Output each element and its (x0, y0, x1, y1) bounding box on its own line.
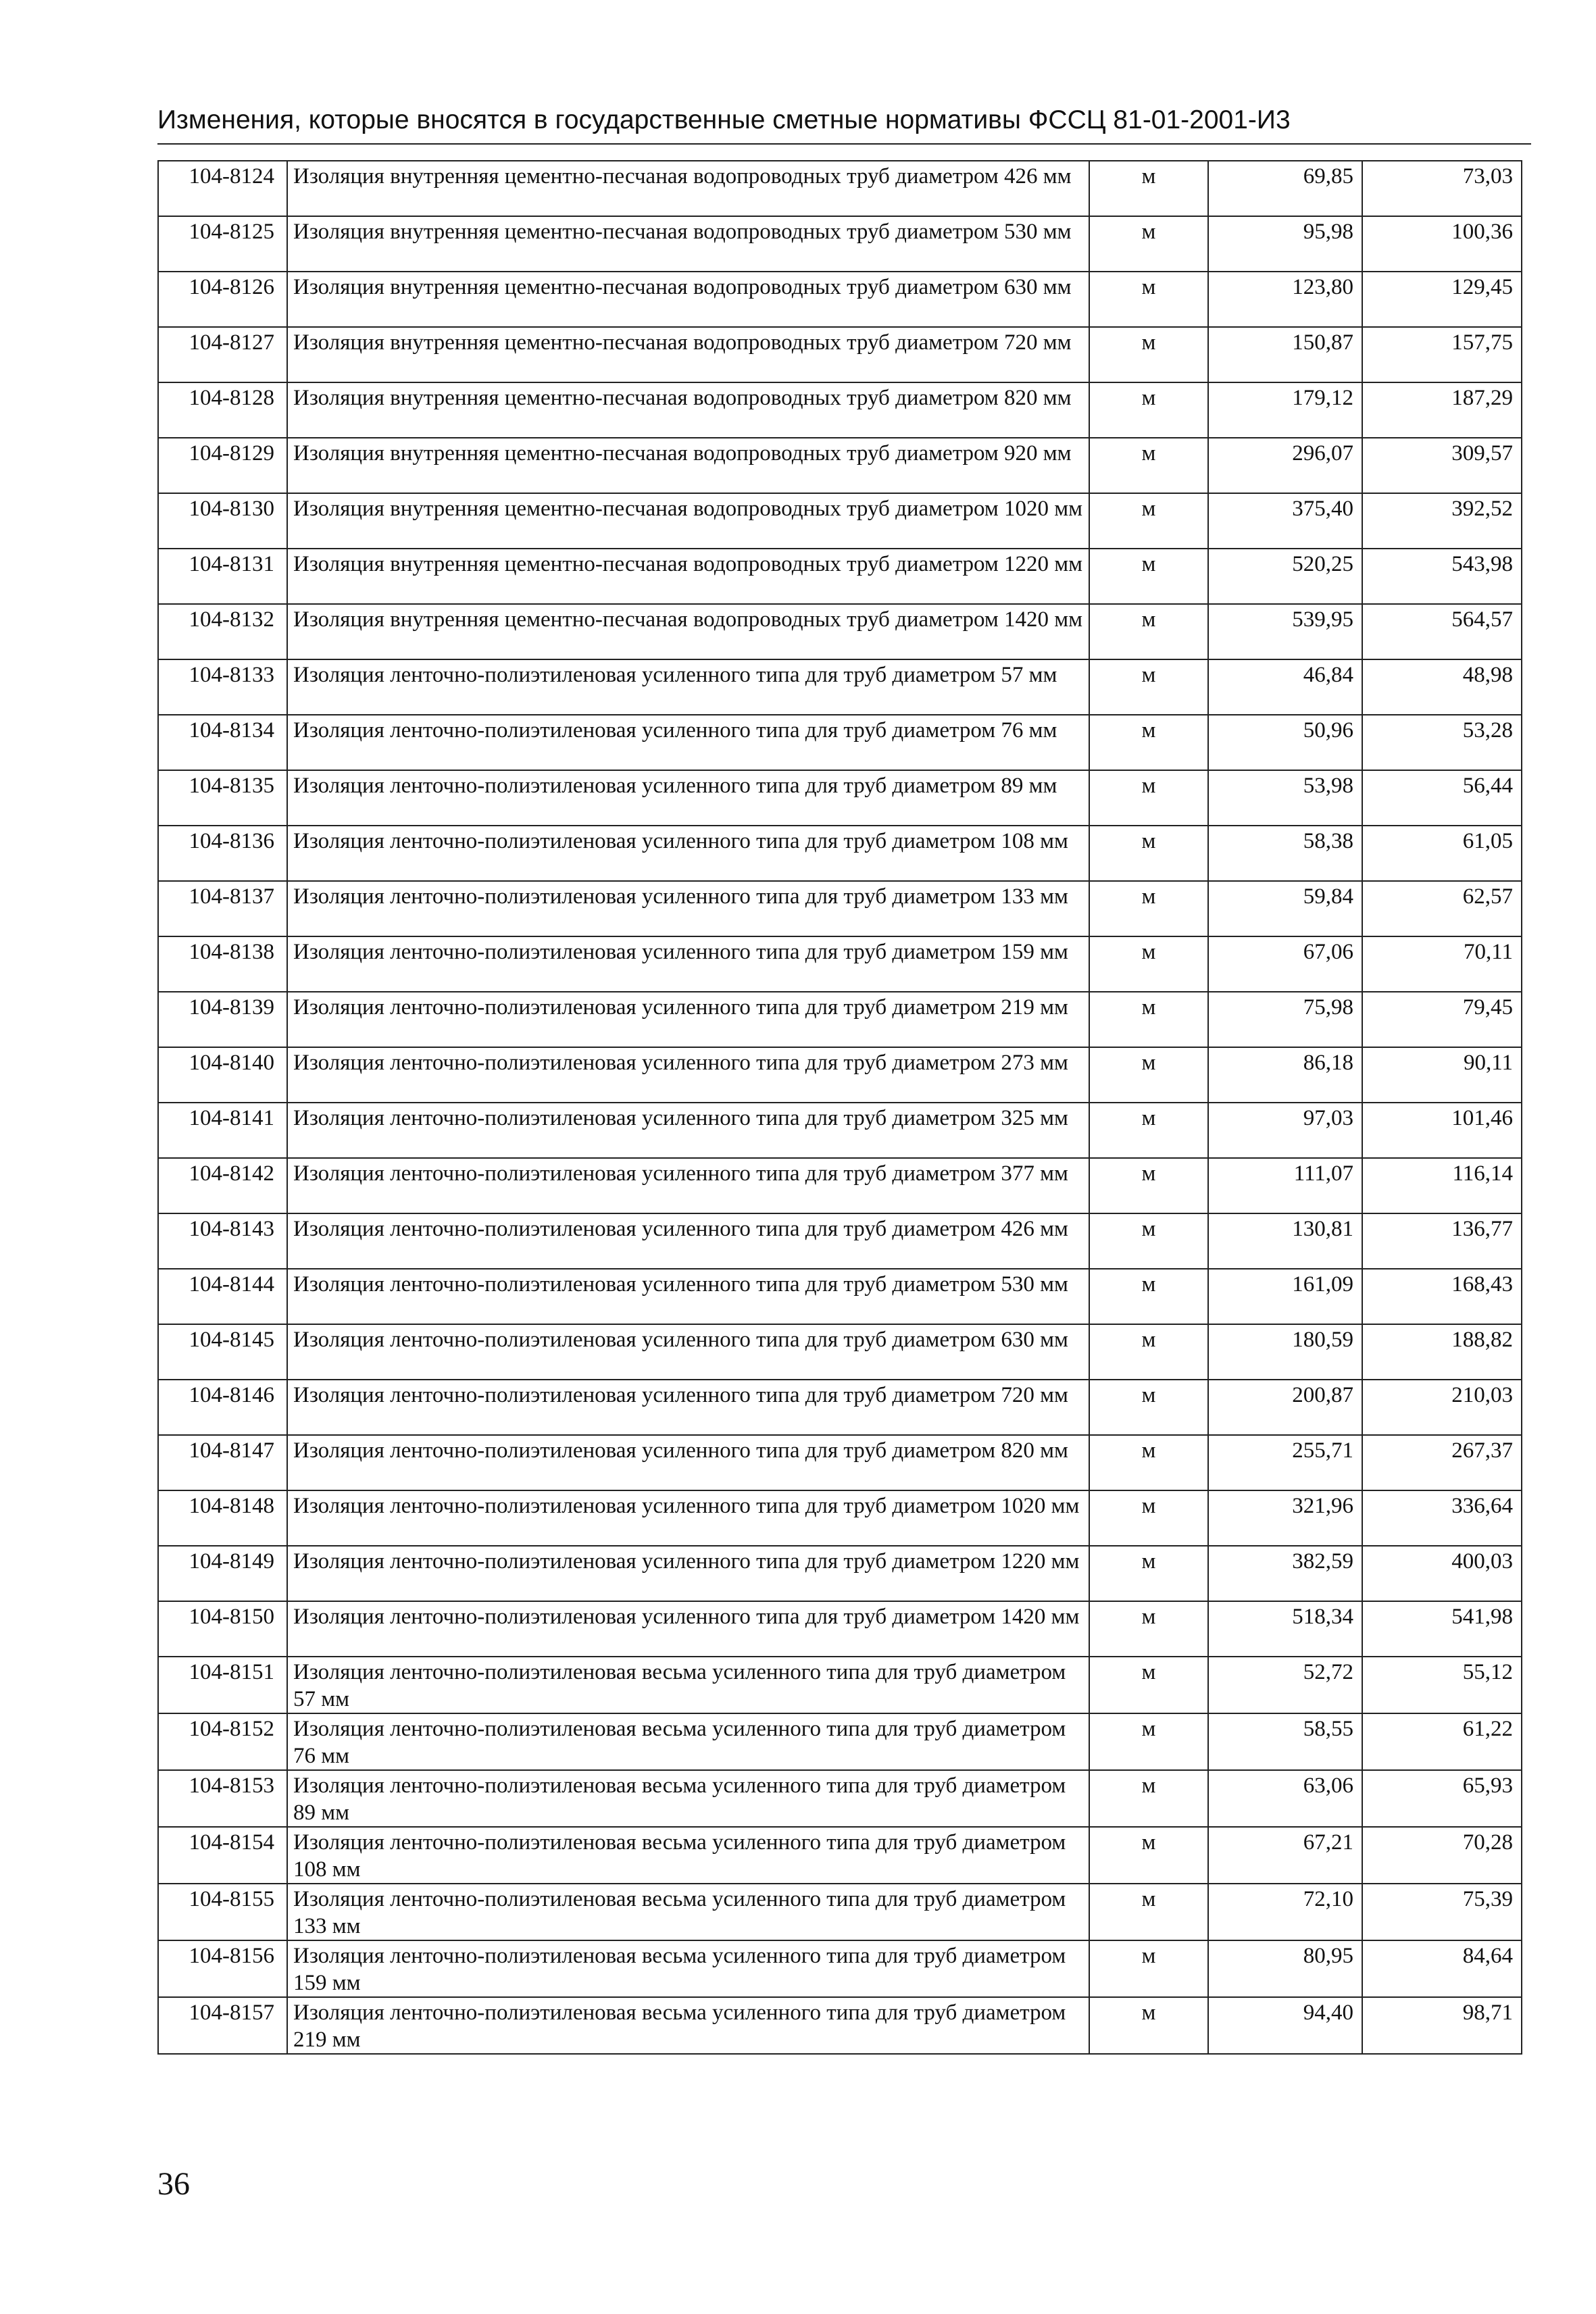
resource-description: Изоляция ленточно-полиэтиленовая усиленного типа для труб диаметром 1220 мм (287, 1546, 1089, 1601)
table-row (158, 992, 1522, 1047)
price-value-2: 98,71 (1362, 1997, 1522, 2054)
table-row (158, 770, 1522, 826)
resource-description: Изоляция ленточно-полиэтиленовая весьма усиленного типа для труб диаметром 108 мм (287, 1827, 1089, 1884)
price-value-1: 75,98 (1208, 992, 1362, 1047)
resource-code: 104-8152 (158, 1713, 287, 1770)
table-row (158, 1546, 1522, 1601)
price-value-1: 52,72 (1208, 1657, 1362, 1713)
unit-of-measure: м (1089, 770, 1208, 826)
table-row (158, 216, 1522, 272)
price-value-1: 321,96 (1208, 1490, 1362, 1546)
price-value-1: 63,06 (1208, 1770, 1362, 1827)
price-value-2: 564,57 (1362, 604, 1522, 659)
price-value-2: 56,44 (1362, 770, 1522, 826)
table-row (158, 1601, 1522, 1657)
price-value-2: 61,05 (1362, 826, 1522, 881)
price-value-2: 70,28 (1362, 1827, 1522, 1884)
table-row (158, 715, 1522, 770)
table-row (158, 1269, 1522, 1324)
unit-of-measure: м (1089, 327, 1208, 382)
resource-code: 104-8127 (158, 327, 287, 382)
header-divider (157, 143, 1531, 145)
unit-of-measure: м (1089, 1713, 1208, 1770)
resource-code: 104-8155 (158, 1884, 287, 1940)
unit-of-measure: м (1089, 659, 1208, 715)
unit-of-measure: м (1089, 992, 1208, 1047)
price-value-2: 101,46 (1362, 1103, 1522, 1158)
price-value-2: 188,82 (1362, 1324, 1522, 1380)
price-value-1: 130,81 (1208, 1213, 1362, 1269)
resource-code: 104-8129 (158, 438, 287, 493)
unit-of-measure: м (1089, 1940, 1208, 1997)
resource-code: 104-8126 (158, 272, 287, 327)
table-row (158, 1657, 1522, 1713)
resource-description: Изоляция ленточно-полиэтиленовая усиленного типа для труб диаметром 219 мм (287, 992, 1089, 1047)
resource-code: 104-8131 (158, 549, 287, 604)
unit-of-measure: м (1089, 1827, 1208, 1884)
unit-of-measure: м (1089, 1884, 1208, 1940)
price-value-1: 520,25 (1208, 549, 1362, 604)
resource-description: Изоляция ленточно-полиэтиленовая усиленного типа для труб диаметром 133 мм (287, 881, 1089, 936)
price-value-2: 65,93 (1362, 1770, 1522, 1827)
resource-description: Изоляция ленточно-полиэтиленовая усиленного типа для труб диаметром 426 мм (287, 1213, 1089, 1269)
resource-description: Изоляция ленточно-полиэтиленовая усиленного типа для труб диаметром 325 мм (287, 1103, 1089, 1158)
table-row (158, 549, 1522, 604)
price-value-2: 116,14 (1362, 1158, 1522, 1213)
resource-code: 104-8132 (158, 604, 287, 659)
table-row (158, 936, 1522, 992)
table-row (158, 382, 1522, 438)
resource-code: 104-8124 (158, 161, 287, 216)
price-value-2: 400,03 (1362, 1546, 1522, 1601)
price-value-1: 161,09 (1208, 1269, 1362, 1324)
resource-description: Изоляция ленточно-полиэтиленовая усиленного типа для труб диаметром 820 мм (287, 1435, 1089, 1490)
price-value-2: 543,98 (1362, 549, 1522, 604)
price-value-2: 541,98 (1362, 1601, 1522, 1657)
table-row (158, 493, 1522, 549)
resource-code: 104-8140 (158, 1047, 287, 1103)
table-row (158, 1884, 1522, 1940)
price-value-1: 50,96 (1208, 715, 1362, 770)
table-row (158, 659, 1522, 715)
resource-code: 104-8153 (158, 1770, 287, 1827)
price-value-2: 267,37 (1362, 1435, 1522, 1490)
price-value-1: 58,38 (1208, 826, 1362, 881)
resource-description: Изоляция ленточно-полиэтиленовая усиленного типа для труб диаметром 630 мм (287, 1324, 1089, 1380)
price-value-2: 73,03 (1362, 161, 1522, 216)
resource-code: 104-8141 (158, 1103, 287, 1158)
price-value-1: 59,84 (1208, 881, 1362, 936)
unit-of-measure: м (1089, 1213, 1208, 1269)
price-value-1: 111,07 (1208, 1158, 1362, 1213)
resource-description: Изоляция ленточно-полиэтиленовая усиленного типа для труб диаметром 377 мм (287, 1158, 1089, 1213)
resource-code: 104-8135 (158, 770, 287, 826)
price-value-2: 84,64 (1362, 1940, 1522, 1997)
resource-description: Изоляция ленточно-полиэтиленовая усиленного типа для труб диаметром 89 мм (287, 770, 1089, 826)
price-value-2: 157,75 (1362, 327, 1522, 382)
table-row (158, 1770, 1522, 1827)
unit-of-measure: м (1089, 936, 1208, 992)
resource-description: Изоляция внутренняя цементно-песчаная водопроводных труб диаметром 630 мм (287, 272, 1089, 327)
price-value-1: 179,12 (1208, 382, 1362, 438)
unit-of-measure: м (1089, 826, 1208, 881)
resource-description: Изоляция ленточно-полиэтиленовая весьма усиленного типа для труб диаметром 133 мм (287, 1884, 1089, 1940)
resource-code: 104-8151 (158, 1657, 287, 1713)
resource-code: 104-8143 (158, 1213, 287, 1269)
price-value-2: 210,03 (1362, 1380, 1522, 1435)
price-value-1: 46,84 (1208, 659, 1362, 715)
unit-of-measure: м (1089, 1047, 1208, 1103)
table-row (158, 881, 1522, 936)
resource-code: 104-8144 (158, 1269, 287, 1324)
resource-description: Изоляция ленточно-полиэтиленовая усиленного типа для труб диаметром 720 мм (287, 1380, 1089, 1435)
price-value-2: 336,64 (1362, 1490, 1522, 1546)
unit-of-measure: м (1089, 549, 1208, 604)
table-row (158, 826, 1522, 881)
resource-description: Изоляция ленточно-полиэтиленовая весьма усиленного типа для труб диаметром 159 мм (287, 1940, 1089, 1997)
resource-description: Изоляция внутренняя цементно-песчаная водопроводных труб диаметром 720 мм (287, 327, 1089, 382)
table-body (158, 161, 1522, 2054)
price-value-1: 255,71 (1208, 1435, 1362, 1490)
resource-description: Изоляция ленточно-полиэтиленовая усиленного типа для труб диаметром 1420 мм (287, 1601, 1089, 1657)
price-value-2: 136,77 (1362, 1213, 1522, 1269)
resource-description: Изоляция внутренняя цементно-песчаная водопроводных труб диаметром 820 мм (287, 382, 1089, 438)
price-value-2: 129,45 (1362, 272, 1522, 327)
resource-code: 104-8128 (158, 382, 287, 438)
price-value-1: 180,59 (1208, 1324, 1362, 1380)
resource-code: 104-8142 (158, 1158, 287, 1213)
table-row (158, 1435, 1522, 1490)
resource-description: Изоляция внутренняя цементно-песчаная водопроводных труб диаметром 920 мм (287, 438, 1089, 493)
resource-description: Изоляция ленточно-полиэтиленовая весьма усиленного типа для труб диаметром 219 мм (287, 1997, 1089, 2054)
resource-code: 104-8145 (158, 1324, 287, 1380)
unit-of-measure: м (1089, 1657, 1208, 1713)
price-value-2: 70,11 (1362, 936, 1522, 992)
table-row (158, 1047, 1522, 1103)
resource-description: Изоляция ленточно-полиэтиленовая усиленного типа для труб диаметром 108 мм (287, 826, 1089, 881)
unit-of-measure: м (1089, 1380, 1208, 1435)
unit-of-measure: м (1089, 715, 1208, 770)
resource-code: 104-8125 (158, 216, 287, 272)
price-value-1: 72,10 (1208, 1884, 1362, 1940)
unit-of-measure: м (1089, 382, 1208, 438)
resource-description: Изоляция внутренняя цементно-песчаная водопроводных труб диаметром 530 мм (287, 216, 1089, 272)
unit-of-measure: м (1089, 1324, 1208, 1380)
price-value-2: 168,43 (1362, 1269, 1522, 1324)
price-table (157, 160, 1522, 2055)
unit-of-measure: м (1089, 161, 1208, 216)
resource-description: Изоляция ленточно-полиэтиленовая усиленного типа для труб диаметром 1020 мм (287, 1490, 1089, 1546)
unit-of-measure: м (1089, 604, 1208, 659)
resource-description: Изоляция внутренняя цементно-песчаная водопроводных труб диаметром 1020 мм (287, 493, 1089, 549)
table-row (158, 1827, 1522, 1884)
unit-of-measure: м (1089, 1435, 1208, 1490)
resource-description: Изоляция ленточно-полиэтиленовая усиленного типа для труб диаметром 273 мм (287, 1047, 1089, 1103)
unit-of-measure: м (1089, 1601, 1208, 1657)
price-value-1: 123,80 (1208, 272, 1362, 327)
resource-description: Изоляция ленточно-полиэтиленовая весьма усиленного типа для труб диаметром 76 мм (287, 1713, 1089, 1770)
resource-code: 104-8130 (158, 493, 287, 549)
unit-of-measure: м (1089, 493, 1208, 549)
table-row (158, 1713, 1522, 1770)
table-row (158, 1158, 1522, 1213)
resource-code: 104-8133 (158, 659, 287, 715)
price-value-1: 94,40 (1208, 1997, 1362, 2054)
table-row (158, 1103, 1522, 1158)
price-value-1: 67,21 (1208, 1827, 1362, 1884)
price-value-1: 150,87 (1208, 327, 1362, 382)
price-value-1: 200,87 (1208, 1380, 1362, 1435)
unit-of-measure: м (1089, 1490, 1208, 1546)
price-value-1: 97,03 (1208, 1103, 1362, 1158)
price-value-1: 58,55 (1208, 1713, 1362, 1770)
resource-description: Изоляция ленточно-полиэтиленовая весьма усиленного типа для труб диаметром 89 мм (287, 1770, 1089, 1827)
price-value-2: 75,39 (1362, 1884, 1522, 1940)
table-row (158, 1940, 1522, 1997)
unit-of-measure: м (1089, 438, 1208, 493)
page-header: Изменения, которые вносятся в государственные сметные нормативы ФССЦ 81-01-2001-И3 (157, 105, 1291, 134)
price-value-2: 61,22 (1362, 1713, 1522, 1770)
resource-code: 104-8157 (158, 1997, 287, 2054)
table-row (158, 604, 1522, 659)
price-value-1: 95,98 (1208, 216, 1362, 272)
price-value-1: 382,59 (1208, 1546, 1362, 1601)
price-value-2: 53,28 (1362, 715, 1522, 770)
price-value-1: 80,95 (1208, 1940, 1362, 1997)
table-row (158, 438, 1522, 493)
resource-description: Изоляция внутренняя цементно-песчаная водопроводных труб диаметром 1420 мм (287, 604, 1089, 659)
resource-description: Изоляция ленточно-полиэтиленовая усиленного типа для труб диаметром 57 мм (287, 659, 1089, 715)
table-row (158, 1997, 1522, 2054)
price-value-1: 539,95 (1208, 604, 1362, 659)
resource-description: Изоляция ленточно-полиэтиленовая усиленного типа для труб диаметром 530 мм (287, 1269, 1089, 1324)
resource-code: 104-8137 (158, 881, 287, 936)
unit-of-measure: м (1089, 1546, 1208, 1601)
price-value-2: 309,57 (1362, 438, 1522, 493)
price-value-1: 67,06 (1208, 936, 1362, 992)
unit-of-measure: м (1089, 216, 1208, 272)
unit-of-measure: м (1089, 1158, 1208, 1213)
resource-code: 104-8138 (158, 936, 287, 992)
price-value-1: 518,34 (1208, 1601, 1362, 1657)
unit-of-measure: м (1089, 881, 1208, 936)
price-value-2: 90,11 (1362, 1047, 1522, 1103)
resource-code: 104-8156 (158, 1940, 287, 1997)
table-row (158, 1213, 1522, 1269)
price-value-1: 86,18 (1208, 1047, 1362, 1103)
resource-description: Изоляция ленточно-полиэтиленовая весьма усиленного типа для труб диаметром 57 мм (287, 1657, 1089, 1713)
unit-of-measure: м (1089, 272, 1208, 327)
table-row (158, 1380, 1522, 1435)
resource-code: 104-8154 (158, 1827, 287, 1884)
price-value-1: 69,85 (1208, 161, 1362, 216)
price-value-2: 48,98 (1362, 659, 1522, 715)
price-value-1: 296,07 (1208, 438, 1362, 493)
resource-description: Изоляция внутренняя цементно-песчаная водопроводных труб диаметром 426 мм (287, 161, 1089, 216)
unit-of-measure: м (1089, 1103, 1208, 1158)
price-value-2: 62,57 (1362, 881, 1522, 936)
price-value-2: 100,36 (1362, 216, 1522, 272)
table-row (158, 1490, 1522, 1546)
unit-of-measure: м (1089, 1997, 1208, 2054)
table-row (158, 272, 1522, 327)
resource-code: 104-8136 (158, 826, 287, 881)
resource-code: 104-8147 (158, 1435, 287, 1490)
resource-description: Изоляция ленточно-полиэтиленовая усиленного типа для труб диаметром 76 мм (287, 715, 1089, 770)
resource-code: 104-8139 (158, 992, 287, 1047)
price-value-2: 392,52 (1362, 493, 1522, 549)
price-value-2: 187,29 (1362, 382, 1522, 438)
unit-of-measure: м (1089, 1269, 1208, 1324)
unit-of-measure: м (1089, 1770, 1208, 1827)
price-value-1: 53,98 (1208, 770, 1362, 826)
price-value-2: 79,45 (1362, 992, 1522, 1047)
resource-code: 104-8134 (158, 715, 287, 770)
table-row (158, 327, 1522, 382)
table-row (158, 1324, 1522, 1380)
resource-code: 104-8148 (158, 1490, 287, 1546)
page-number: 36 (157, 2166, 190, 2202)
resource-code: 104-8146 (158, 1380, 287, 1435)
table-row (158, 161, 1522, 216)
resource-description: Изоляция внутренняя цементно-песчаная водопроводных труб диаметром 1220 мм (287, 549, 1089, 604)
price-value-2: 55,12 (1362, 1657, 1522, 1713)
resource-code: 104-8149 (158, 1546, 287, 1601)
resource-description: Изоляция ленточно-полиэтиленовая усиленного типа для труб диаметром 159 мм (287, 936, 1089, 992)
price-value-1: 375,40 (1208, 493, 1362, 549)
resource-code: 104-8150 (158, 1601, 287, 1657)
